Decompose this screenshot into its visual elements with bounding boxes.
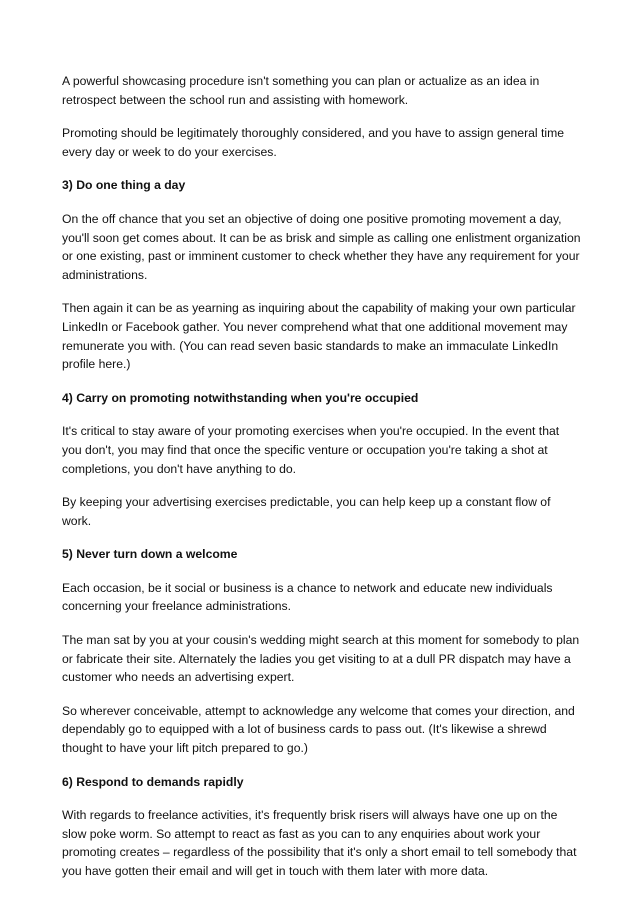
paragraph-8: The man sat by you at your cousin's wedding might search at this moment for somebody to plan or fabricate their site. Alternately the ladies you get visiting to at a dull PR dispatch may have a customer who needs an advertising expert. <box>62 633 580 685</box>
paragraph-5: It's critical to stay aware of your promoting exercises when you're occupied. In the event that you don't, you may find that once the specific venture or occupation you're taking a shot at completions, you don't have anything to do. <box>62 424 560 476</box>
paragraph-7: Each occasion, be it social or business is a chance to network and educate new individuals concerning your freelance administrations. <box>62 580 553 614</box>
paragraph-1: A powerful showcasing procedure isn't something you can plan or actualize as an idea in retrospect between the school run and assisting with homework. <box>62 74 540 107</box>
paragraph-10: With regards to freelance activities, it's frequently brisk risers will always have one up on the slow poke worm. So attempt to react as fast as you can to any enquiries about work your promoting creates – regardless of the possibility that it's only a short email to tell somebody that you have gotten their email and will get in touch with them later with more data. <box>62 808 577 878</box>
heading-5: 5) Never turn down a welcome <box>62 547 238 562</box>
paragraph-3: On the off chance that you set an objective of doing one positive promoting movement a day, you'll soon get comes about. It can be as brisk and simple as calling one enlistment organization or one existing, past or imminent customer to check whether they have any requirement for your administrations. <box>62 211 581 282</box>
heading-3: 3) Do one thing a day <box>62 178 186 193</box>
heading-6: 6) Respond to demands rapidly <box>62 774 244 789</box>
heading-4: 4) Carry on promoting notwithstanding when you're occupied <box>62 390 419 405</box>
document-page <box>62 72 582 881</box>
paragraph-9: So wherever conceivable, attempt to acknowledge any welcome that comes your direction, and dependably go to equipped with a lot of business cards to pass out. (It's likewise a shrewd thought to have your lift pitch prepared to go.) <box>62 703 575 756</box>
paragraph-6: By keeping your advertising exercises predictable, you can help keep up a constant flow of work. <box>62 495 551 528</box>
paragraph-2: Promoting should be legitimately thoroughly considered, and you have to assign general time every day or week to do your exercises. <box>62 126 565 159</box>
paragraph-4: Then again it can be as yearning as inquiring about the capability of making your own particular LinkedIn or Facebook gather. You never comprehend what that one additional movement may remunerate you with. (You can read seven basic standards to make an immaculate LinkedIn profile here.) <box>62 301 576 372</box>
